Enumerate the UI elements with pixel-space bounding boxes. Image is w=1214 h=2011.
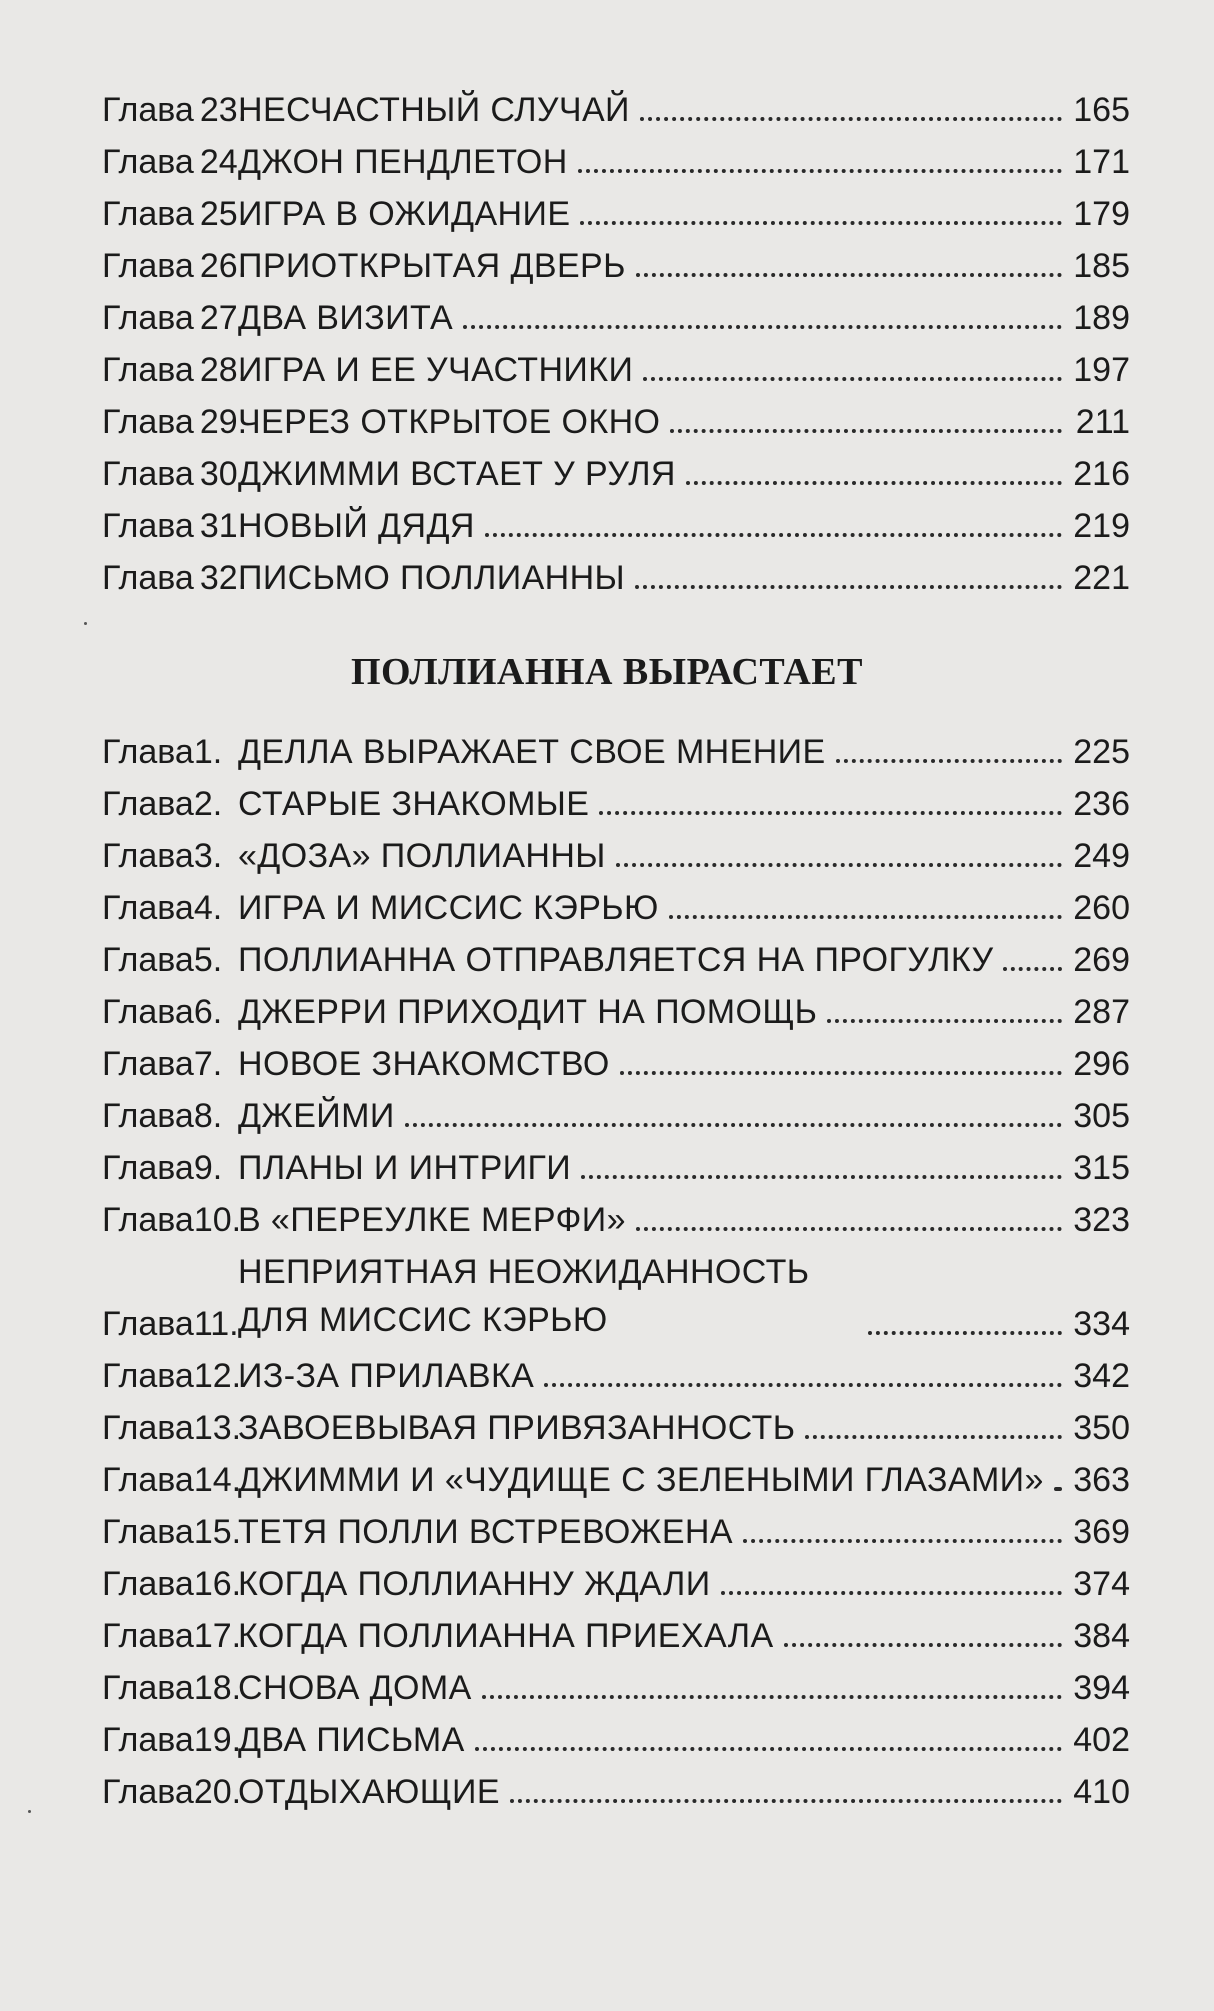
toc-entry: [102, 234, 1130, 286]
chapter-word: Глава: [102, 1357, 194, 1395]
dot-leader: [643, 377, 1062, 381]
page-number: 296: [1073, 1045, 1130, 1083]
dot-leader: [640, 117, 1062, 121]
page-number: 269: [1073, 941, 1130, 979]
chapter-title: ДЖИММИ ВСТАЕТ У РУЛЯ: [238, 455, 676, 493]
dot-leader: [581, 1175, 1062, 1179]
chapter-title: ДЖЕРРИ ПРИХОДИТ НА ПОМОЩЬ: [238, 993, 818, 1031]
chapter-title: ИГРА И ЕЕ УЧАСТНИКИ: [238, 351, 634, 389]
chapter-number: 29.: [199, 403, 248, 441]
toc-entry: [102, 286, 1130, 338]
chapter-label: [102, 1148, 238, 1188]
dot-leader: [482, 1695, 1062, 1699]
chapter-word: Глава: [102, 1617, 194, 1655]
toc-entry: [102, 546, 1130, 598]
chapter-number: 6.: [193, 993, 223, 1031]
chapter-title: СНОВА ДОМА: [238, 1669, 472, 1707]
chapter-number: 16.: [193, 1565, 242, 1603]
chapter-label: [102, 732, 238, 772]
chapter-word: Глава: [102, 1721, 194, 1759]
chapter-label: [102, 1772, 242, 1812]
page-number: 402: [1073, 1721, 1130, 1759]
chapter-word: Глава: [102, 785, 194, 823]
chapter-label: [102, 558, 248, 598]
chapter-title: ОТДЫХАЮЩИЕ: [238, 1773, 500, 1811]
chapter-number: 14.: [193, 1461, 242, 1499]
chapter-title: НЕСЧАСТНЫЙ СЛУЧАЙ: [238, 91, 630, 129]
toc-entry: [102, 1500, 1130, 1552]
chapter-title: ПЛАНЫ И ИНТРИГИ: [238, 1149, 572, 1187]
chapter-word: Глава: [102, 1305, 194, 1343]
chapter-label: [102, 350, 248, 390]
page-number: 394: [1073, 1669, 1130, 1707]
chapter-number: 27.: [199, 299, 248, 337]
chapter-number: 23.: [199, 91, 248, 129]
chapter-word: Глава: [102, 1045, 194, 1083]
chapter-label: [102, 1616, 242, 1656]
chapter-number: 20.: [193, 1773, 242, 1811]
page-number: 374: [1073, 1565, 1130, 1603]
chapter-label: [102, 1564, 242, 1604]
page-number: 197: [1073, 351, 1130, 389]
toc-entry: [102, 876, 1130, 928]
chapter-label: [102, 1304, 238, 1344]
chapter-title: ИЗ-ЗА ПРИЛАВКА: [238, 1357, 535, 1395]
chapter-word: Глава: [102, 993, 194, 1031]
toc-entry: [102, 1240, 1130, 1344]
chapter-title: КОГДА ПОЛЛИАННУ ЖДАЛИ: [238, 1565, 711, 1603]
chapter-word: Глава: [102, 247, 194, 285]
toc-entry: [102, 720, 1130, 772]
chapter-title: ДЖОН ПЕНДЛЕТОН: [238, 143, 568, 181]
page-number: 171: [1073, 143, 1130, 181]
chapter-word: Глава: [102, 1773, 194, 1811]
chapter-number: 31.: [199, 507, 248, 545]
page-number: 363: [1073, 1461, 1130, 1499]
toc-entry: [102, 494, 1130, 546]
chapter-label: [102, 836, 238, 876]
chapter-word: Глава: [102, 507, 194, 545]
chapter-title: ПИСЬМО ПОЛЛИАННЫ: [238, 559, 626, 597]
dot-leader: [544, 1383, 1062, 1387]
dot-leader: [475, 1747, 1062, 1751]
toc-entry: [102, 824, 1130, 876]
chapter-label: [102, 1512, 242, 1552]
chapter-number: 11.: [193, 1305, 239, 1343]
print-speck: [28, 1810, 31, 1813]
dot-leader: [721, 1591, 1062, 1595]
chapter-word: Глава: [102, 1097, 194, 1135]
toc-entry: [102, 1656, 1130, 1708]
dot-leader: [827, 1019, 1062, 1023]
chapter-title: ИГРА В ОЖИДАНИЕ: [238, 195, 571, 233]
chapter-label: [102, 1200, 242, 1240]
dot-leader: [620, 1071, 1062, 1075]
chapter-label: [102, 454, 248, 494]
chapter-number: 18.: [193, 1669, 242, 1707]
dot-leader: [686, 481, 1062, 485]
page-number: 369: [1073, 1513, 1130, 1551]
chapter-number: 3.: [193, 837, 223, 875]
page-number: 165: [1073, 91, 1130, 129]
chapter-label: [102, 402, 248, 442]
toc-entry: [102, 182, 1130, 234]
chapter-title: НОВЫЙ ДЯДЯ: [238, 507, 475, 545]
page-number: 323: [1073, 1201, 1130, 1239]
toc-entry: [102, 1448, 1130, 1500]
chapter-word: Глава: [102, 1461, 194, 1499]
chapter-number: 1.: [193, 733, 223, 771]
chapter-label: [102, 784, 238, 824]
page-number: 211: [1075, 403, 1130, 441]
chapter-number: 9.: [193, 1149, 223, 1187]
page-number: 216: [1073, 455, 1130, 493]
page-number: 236: [1073, 785, 1130, 823]
page-number: 350: [1073, 1409, 1130, 1447]
toc-entry: [102, 1344, 1130, 1396]
page-number: 249: [1073, 837, 1130, 875]
page-number: 384: [1073, 1617, 1130, 1655]
page-number: 219: [1073, 507, 1130, 545]
chapter-label: [102, 1096, 238, 1136]
chapter-word: Глава: [102, 403, 194, 441]
dot-leader: [784, 1643, 1062, 1647]
toc-entry: [102, 1136, 1130, 1188]
chapter-word: Глава: [102, 195, 194, 233]
chapter-word: Глава: [102, 889, 194, 927]
chapter-word: Глава: [102, 941, 194, 979]
toc-entry: [102, 1396, 1130, 1448]
section-heading: ПОЛЛИАННА ВЫРАСТАЕТ: [351, 651, 863, 693]
toc-entry: [102, 130, 1130, 182]
chapter-number: 28.: [199, 351, 248, 389]
chapter-word: Глава: [102, 733, 194, 771]
chapter-word: Глава: [102, 559, 194, 597]
chapter-number: 26.: [199, 247, 248, 285]
page-number: 334: [1073, 1305, 1130, 1343]
chapter-number: 2.: [193, 785, 223, 823]
page-number: 221: [1073, 559, 1130, 597]
dot-leader: [670, 429, 1062, 433]
page-number: 287: [1073, 993, 1130, 1031]
toc-entry: [102, 1032, 1130, 1084]
chapter-title: ИГРА И МИССИС КЭРЬЮ: [238, 889, 659, 927]
chapter-title: КОГДА ПОЛЛИАННА ПРИЕХАЛА: [238, 1617, 774, 1655]
toc-entry: [102, 1552, 1130, 1604]
chapter-word: Глава: [102, 1201, 194, 1239]
dot-leader: [868, 1331, 1062, 1335]
chapter-number: 19.: [193, 1721, 242, 1759]
page-number: 410: [1073, 1773, 1130, 1811]
toc-entry: [102, 1188, 1130, 1240]
dot-leader: [485, 533, 1062, 537]
chapter-title: ЧЕРЕЗ ОТКРЫТОЕ ОКНО: [238, 403, 661, 441]
dot-leader: [599, 811, 1062, 815]
dot-leader: [578, 169, 1062, 173]
toc-entry: [102, 338, 1130, 390]
chapter-label: [102, 142, 248, 182]
chapter-number: 24.: [199, 143, 248, 181]
chapter-word: Глава: [102, 351, 194, 389]
toc-entry: [102, 928, 1130, 980]
chapter-label: [102, 888, 238, 928]
dot-leader: [463, 325, 1062, 329]
chapter-label: [102, 940, 238, 980]
chapter-label: [102, 506, 248, 546]
page-number: 185: [1073, 247, 1130, 285]
print-speck: [84, 622, 87, 625]
chapter-label: [102, 992, 238, 1032]
toc-entry: [102, 442, 1130, 494]
chapter-number: 4.: [193, 889, 223, 927]
chapter-word: Глава: [102, 837, 194, 875]
chapter-label: [102, 246, 248, 286]
toc-entry: [102, 1760, 1130, 1812]
dot-leader: [1054, 1487, 1062, 1491]
dot-leader: [743, 1539, 1062, 1543]
chapter-label: [102, 90, 248, 130]
chapter-label: [102, 194, 248, 234]
chapter-title: ПОЛЛИАННА ОТПРАВЛЯЕТСЯ НА ПРОГУЛКУ: [238, 941, 994, 979]
chapter-title: «ДОЗА» ПОЛЛИАННЫ: [238, 837, 606, 875]
chapter-title: В «ПЕРЕУЛКЕ МЕРФИ»: [238, 1201, 626, 1239]
dot-leader: [580, 221, 1062, 225]
dot-leader: [636, 1227, 1062, 1231]
chapter-number: 32.: [199, 559, 248, 597]
chapter-number: 8.: [193, 1097, 223, 1135]
toc-entry: [102, 1604, 1130, 1656]
toc-list-part2: [102, 720, 1130, 1812]
chapter-title: ЗАВОЕВЫВАЯ ПРИВЯЗАННОСТЬ: [238, 1409, 796, 1447]
chapter-title: ДЖЕЙМИ: [238, 1097, 395, 1135]
chapter-label: [102, 1460, 242, 1500]
page-number: 189: [1073, 299, 1130, 337]
chapter-number: 30.: [199, 455, 248, 493]
chapter-label: [102, 1044, 238, 1084]
page-number: 225: [1073, 733, 1130, 771]
page-number: 260: [1073, 889, 1130, 927]
chapter-number: 10.: [193, 1201, 242, 1239]
chapter-title: ДВА ПИСЬМА: [238, 1721, 465, 1759]
dot-leader: [805, 1435, 1062, 1439]
page-number: 179: [1073, 195, 1130, 233]
chapter-word: Глава: [102, 91, 194, 129]
dot-leader: [669, 915, 1062, 919]
chapter-title: ПРИОТКРЫТАЯ ДВЕРЬ: [238, 247, 626, 285]
chapter-number: 25.: [199, 195, 248, 233]
page-number: 315: [1073, 1149, 1130, 1187]
chapter-title: ДВА ВИЗИТА: [238, 299, 454, 337]
chapter-word: Глава: [102, 1669, 194, 1707]
chapter-number: 12.: [193, 1357, 242, 1395]
dot-leader: [510, 1799, 1062, 1803]
toc-entry: [102, 78, 1130, 130]
chapter-title: ДЕЛЛА ВЫРАЖАЕТ СВОЕ МНЕНИЕ: [238, 733, 826, 771]
chapter-number: 5.: [193, 941, 223, 979]
toc-entry: [102, 980, 1130, 1032]
dot-leader: [836, 759, 1062, 763]
chapter-word: Глава: [102, 455, 194, 493]
dot-leader: [635, 585, 1062, 589]
chapter-title: ТЕТЯ ПОЛЛИ ВСТРЕВОЖЕНА: [238, 1513, 733, 1551]
chapter-number: 15.: [193, 1513, 242, 1551]
chapter-word: Глава: [102, 1149, 194, 1187]
chapter-title: НЕПРИЯТНАЯ НЕОЖИДАННОСТЬ ДЛЯ МИССИС КЭРЬЮ: [238, 1253, 810, 1339]
page-number: 305: [1073, 1097, 1130, 1135]
toc-entry: [102, 1084, 1130, 1136]
chapter-label: [102, 1408, 242, 1448]
chapter-label: [102, 1356, 242, 1396]
chapter-number: 7.: [193, 1045, 223, 1083]
dot-leader: [405, 1123, 1062, 1127]
dot-leader: [1003, 967, 1062, 971]
chapter-word: Глава: [102, 1565, 194, 1603]
toc-entry: [102, 1708, 1130, 1760]
chapter-word: Глава: [102, 1409, 194, 1447]
chapter-word: Глава: [102, 1513, 194, 1551]
toc-entry: [102, 772, 1130, 824]
chapter-title: СТАРЫЕ ЗНАКОМЫЕ: [238, 785, 590, 823]
dot-leader: [636, 273, 1062, 277]
chapter-label: [102, 298, 248, 338]
toc-list-part1: [102, 78, 1130, 598]
page-number: 342: [1073, 1357, 1130, 1395]
chapter-title: ДЖИММИ И «ЧУДИЩЕ С ЗЕЛЕНЫМИ ГЛАЗАМИ»: [238, 1461, 1044, 1499]
chapter-word: Глава: [102, 299, 194, 337]
dot-leader: [616, 863, 1062, 867]
chapter-label: [102, 1720, 242, 1760]
chapter-number: 17.: [193, 1617, 242, 1655]
chapter-title: НОВОЕ ЗНАКОМСТВО: [238, 1045, 610, 1083]
toc-entry: [102, 390, 1130, 442]
chapter-number: 13.: [193, 1409, 242, 1447]
chapter-label: [102, 1668, 242, 1708]
chapter-word: Глава: [102, 143, 194, 181]
